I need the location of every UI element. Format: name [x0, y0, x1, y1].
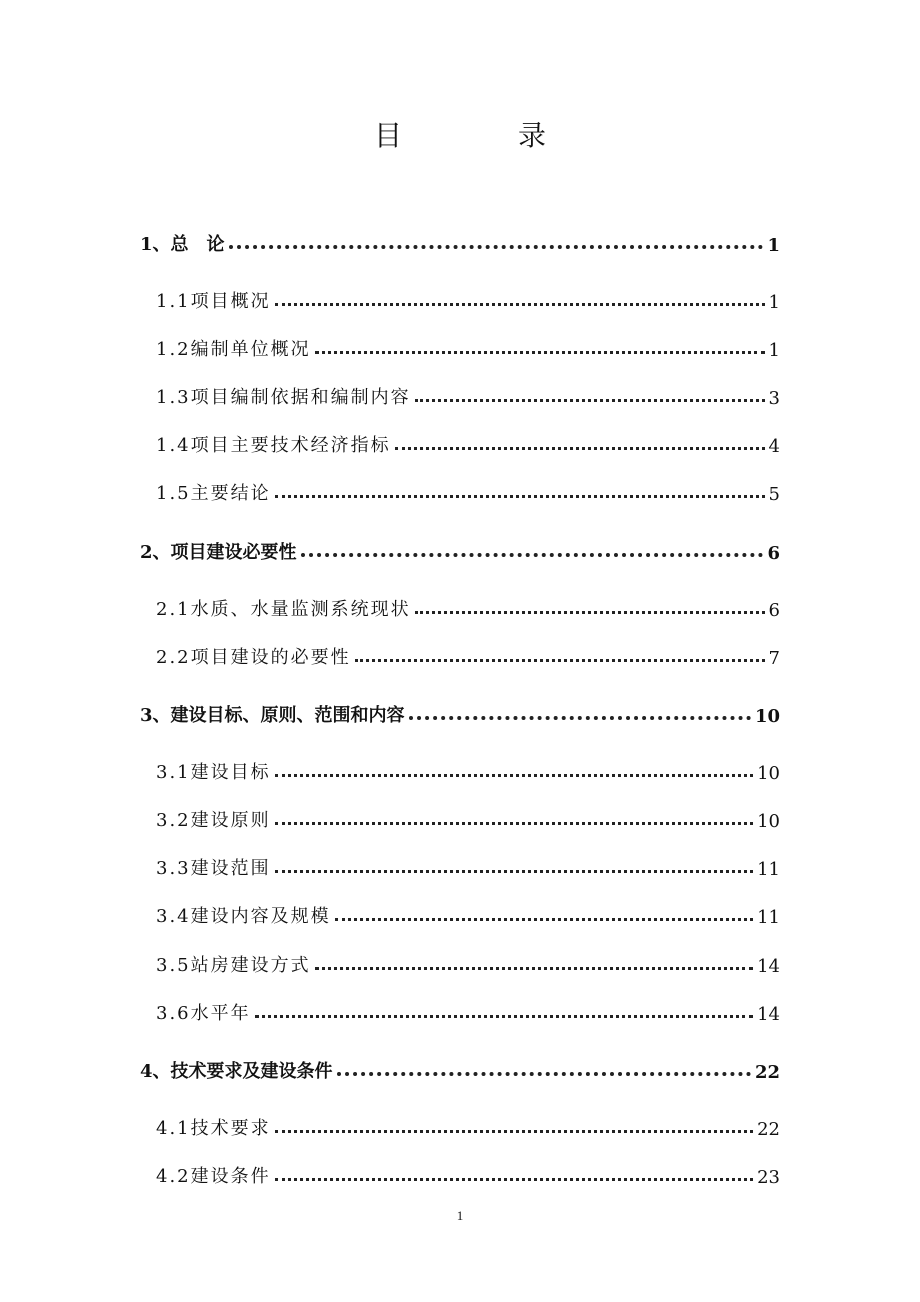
toc-entry-page: 1 [767, 235, 780, 256]
toc-entry[interactable] [156, 591, 780, 621]
dot-leader [415, 611, 765, 614]
toc-entry-page: 6 [767, 543, 780, 564]
toc-entry[interactable] [156, 379, 780, 409]
dot-leader [275, 1178, 753, 1181]
dot-leader [415, 399, 765, 402]
toc-entry[interactable] [156, 639, 780, 669]
toc-entry-label: 1.1项目概况 [156, 291, 271, 312]
toc-entry-label: 1.2编制单位概况 [156, 339, 311, 360]
dot-leader [315, 967, 753, 970]
toc-entry[interactable] [156, 1110, 780, 1140]
toc-entry[interactable] [156, 427, 780, 457]
toc-entry-page: 5 [768, 484, 780, 505]
toc-entry-label: 3、建设目标、原则、范围和内容 [140, 705, 405, 726]
page-number: 1 [456, 1208, 464, 1223]
toc-entry-label: 3.2建设原则 [156, 810, 271, 831]
toc-entry-label: 1.4项目主要技术经济指标 [156, 435, 391, 456]
toc-entry[interactable] [156, 1158, 780, 1188]
toc-entry[interactable] [140, 697, 780, 727]
toc-entry[interactable] [156, 283, 780, 313]
dot-leader [395, 447, 765, 450]
toc-entry-page: 7 [768, 648, 780, 669]
toc-entry[interactable] [156, 754, 780, 784]
dot-leader [275, 870, 753, 873]
toc-entry-label: 3.4建设内容及规模 [156, 906, 331, 927]
toc-entry-label: 1.5主要结论 [156, 483, 271, 504]
toc-entry-label: 3.6水平年 [156, 1003, 251, 1024]
toc-entry-label: 2.1水质、水量监测系统现状 [156, 599, 411, 620]
toc-entry-label: 1、总 论 [140, 234, 225, 255]
toc-entry-label: 4、技术要求及建设条件 [140, 1061, 333, 1082]
toc-entry-page: 1 [768, 292, 780, 313]
dot-leader [301, 553, 764, 557]
toc-entry[interactable] [156, 475, 780, 505]
toc-entry[interactable] [156, 802, 780, 832]
toc-entry-label: 4.2建设条件 [156, 1166, 271, 1187]
toc-entry-page: 11 [757, 859, 780, 880]
toc-entry-page: 4 [768, 436, 780, 457]
toc-entry-label: 3.3建设范围 [156, 858, 271, 879]
toc-entry-page: 11 [757, 907, 780, 928]
toc-entry[interactable] [156, 331, 780, 361]
toc-entry-label: 1.3项目编制依据和编制内容 [156, 387, 411, 408]
dot-leader [275, 303, 765, 306]
toc-entry-label: 3.5站房建设方式 [156, 955, 311, 976]
dot-leader [275, 1130, 753, 1133]
toc-entry[interactable] [156, 947, 780, 977]
toc-entry[interactable] [156, 995, 780, 1025]
dot-leader [315, 351, 765, 354]
toc-entry-label: 2.2项目建设的必要性 [156, 647, 351, 668]
dot-leader [409, 716, 751, 720]
dot-leader [335, 918, 753, 921]
dot-leader [337, 1072, 751, 1076]
page-title: 目 录 [373, 119, 590, 152]
toc-entry[interactable] [156, 898, 780, 928]
dot-leader [275, 774, 753, 777]
toc-entry-label: 2、项目建设必要性 [140, 542, 297, 563]
toc-entry-page: 10 [754, 706, 780, 727]
toc-entry-page: 6 [768, 600, 780, 621]
toc-entry-page: 10 [757, 763, 780, 784]
toc-entry[interactable] [140, 1053, 780, 1083]
toc-entry-page: 14 [757, 956, 780, 977]
dot-leader [255, 1015, 753, 1018]
dot-leader [275, 495, 765, 498]
toc-entry-page: 14 [757, 1004, 780, 1025]
toc-entry[interactable] [140, 226, 780, 256]
toc-entry-page: 10 [757, 811, 780, 832]
toc-entry-page: 23 [757, 1167, 780, 1188]
toc-entry[interactable] [156, 850, 780, 880]
toc-entry-label: 4.1技术要求 [156, 1118, 271, 1139]
toc-entry-page: 3 [768, 388, 780, 409]
dot-leader [355, 659, 765, 662]
toc-entry-page: 1 [768, 340, 780, 361]
toc-entry-page: 22 [757, 1119, 780, 1140]
dot-leader [229, 245, 764, 249]
dot-leader [275, 822, 753, 825]
toc-entry-page: 22 [754, 1062, 780, 1083]
toc-entry-label: 3.1建设目标 [156, 762, 271, 783]
toc-entry[interactable] [140, 534, 780, 564]
